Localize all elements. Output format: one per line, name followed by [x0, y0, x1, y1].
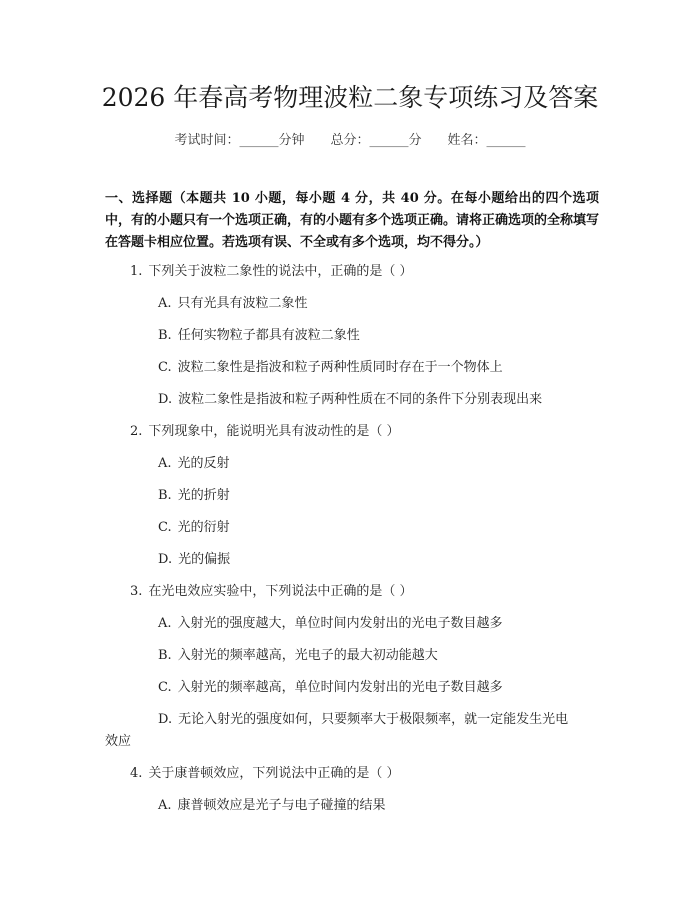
option-text: 光的折射: [177, 488, 230, 503]
question-number: 2.: [130, 424, 143, 439]
question-number: 4.: [130, 766, 143, 781]
option-label: A.: [158, 456, 172, 471]
question-1-option-a: [158, 294, 308, 314]
option-text: 光的偏振: [178, 552, 231, 567]
option-text: 入射光的强度越大，单位时间内发射出的光电子数目越多: [177, 616, 503, 631]
question-text: 关于康普顿效应，下列说法中正确的是（ ）: [148, 766, 400, 781]
option-label: D.: [158, 712, 173, 727]
question-3-option-b: [158, 646, 438, 666]
option-text: 波粒二象性是指波和粒子两种性质在不同的条件下分别表现出来: [178, 392, 543, 407]
question-number: 3.: [130, 584, 143, 599]
question-2-option-c: [158, 518, 230, 538]
question-2-option-b: [158, 486, 230, 506]
question-4: [130, 764, 400, 784]
option-label: B.: [158, 648, 172, 663]
option-label: C.: [158, 680, 172, 695]
page-title: 2026 年春高考物理波粒二象专项练习及答案: [101, 83, 599, 112]
exam-meta: [0, 130, 700, 152]
question-3-option-a: [158, 614, 503, 634]
option-text: 康普顿效应是光子与电子碰撞的结果: [177, 798, 386, 813]
option-label: A.: [158, 296, 172, 311]
question-1: [130, 262, 413, 282]
option-text: 入射光的频率越高，单位时间内发射出的光电子数目越多: [177, 680, 503, 695]
student-name-label: 姓名：______: [447, 133, 526, 148]
option-label: D.: [158, 392, 173, 407]
option-text: 光的反射: [177, 456, 230, 471]
question-number: 1.: [130, 264, 143, 279]
option-label: A.: [158, 798, 172, 813]
option-text: 任何实物粒子都具有波粒二象性: [177, 328, 360, 343]
question-text: 在光电效应实验中，下列说法中正确的是（ ）: [148, 584, 413, 599]
option-label: A.: [158, 616, 172, 631]
option-text: 入射光的频率越高，光电子的最大初动能越大: [177, 648, 438, 663]
question-2-option-a: [158, 454, 230, 474]
option-text: 波粒二象性是指波和粒子两种性质同时存在于一个物体上: [177, 360, 503, 375]
question-text: 下列现象中，能说明光具有波动性的是（ ）: [148, 424, 400, 439]
option-label: B.: [158, 488, 172, 503]
question-3-option-d: [158, 710, 568, 730]
section-heading: 一、选择题（本题共 10 小题，每小题 4 分，共 40 分。在每小题给出的四个选项中，有的小题只有一个选项正确，有的小题有多个选项正确。请将正确选项的全称填写在答题卡相应位置。若选项有误、不全或有多个选项，均不得分。）: [105, 191, 600, 250]
total-score-label: 总分：______分: [330, 133, 422, 148]
option-label: C.: [158, 520, 172, 535]
option-label: B.: [158, 328, 172, 343]
option-label: D.: [158, 552, 173, 567]
option-text: 只有光具有波粒二象性: [177, 296, 308, 311]
option-text: 无论入射光的强度如何，只要频率大于极限频率，就一定能发生光电: [178, 712, 569, 727]
question-3: [130, 582, 413, 602]
option-label: C.: [158, 360, 172, 375]
question-3-option-c: [158, 678, 503, 698]
question-1-option-b: [158, 326, 360, 346]
question-3-option-d-continued: 效应: [105, 734, 132, 749]
question-4-option-a: [158, 796, 386, 816]
question-text: 下列关于波粒二象性的说法中，正确的是（ ）: [148, 264, 413, 279]
option-text: 光的衍射: [177, 520, 230, 535]
question-1-option-d: [158, 390, 542, 410]
question-2: [130, 422, 400, 442]
question-1-option-c: [158, 358, 503, 378]
exam-time-label: 考试时间：______分钟: [174, 133, 305, 148]
question-2-option-d: [158, 550, 230, 570]
